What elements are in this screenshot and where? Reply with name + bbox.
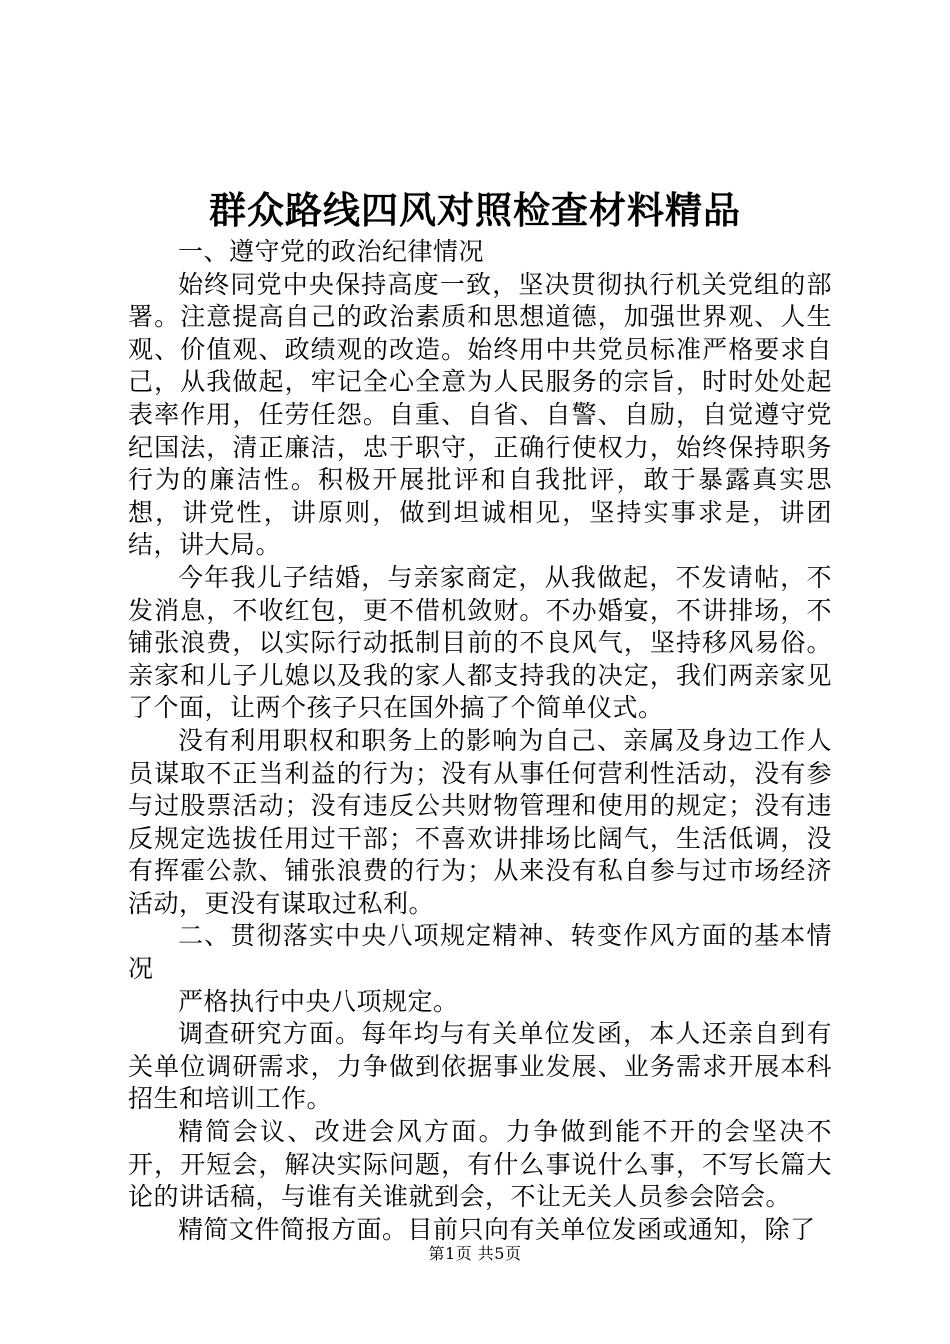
body-paragraph: 精简文件简报方面。目前只向有关单位发函或通知，除了	[178, 1214, 816, 1244]
body-paragraph: 今年我儿子结婚，与亲家商定，从我做起，不发请帖，不发消息，不收红包，更不借机敛财。不办婚宴，不讲排场，不铺张浪费，以实际行动抵制目前的不良风气，坚持移风易俗。亲家和儿子儿媳以及我的家人都支持我的决定，我们两亲家见了个面，让两个孩子只在国外搞了个简单仪式。	[128, 562, 832, 723]
document-title: 群众路线四风对照检查材料精品	[209, 188, 741, 232]
body-paragraph: 严格执行中央八项规定。	[178, 986, 459, 1016]
body-paragraph: 始终同党中央保持高度一致，坚决贯彻执行机关党组的部署。注意提高自己的政治素质和思想道德，加强世界观、人生观、价值观、政绩观的改造。始终用中共党员标准严格要求自己，从我做起，牢记全心全意为人民服务的宗旨，时时处处起表率作用，任劳任怨。自重、自省、自警、自励，自觉遵守党纪国法，清正廉洁，忠于职守，正确行使权力，始终保持职务行为的廉洁性。积极开展批评和自我批评，敢于暴露真实思想，讲党性，讲原则，做到坦诚相见，坚持实事求是，讲团结，讲大局。	[128, 269, 832, 560]
document-body	[128, 236, 832, 1246]
body-paragraph: 调查研究方面。每年均与有关单位发函，本人还亲自到有关单位调研需求，力争做到依据事业发展、业务需求开展本科招生和培训工作。	[128, 1019, 832, 1114]
body-paragraph: 精简会议、改进会风方面。力争做到能不开的会坚决不开，开短会，解决实际问题，有什么事说什么事，不写长篇大论的讲话稿，与谁有关谁就到会，不让无关人员参会陪会。	[128, 1117, 832, 1212]
page-number-footer: 第1页 共5页	[428, 1244, 522, 1263]
body-paragraph: 没有利用职权和职务上的影响为自己、亲属及身边工作人员谋取不正当利益的行为；没有从事任何营利性活动，没有参与过股票活动；没有违反公共财物管理和使用的规定；没有违反规定选拔任用过干部；不喜欢讲排场比阔气，生活低调，没有挥霍公款、铺张浪费的行为；从来没有私自参与过市场经济活动，更没有谋取过私利。	[128, 725, 832, 918]
section-heading-2: 二、贯彻落实中央八项规定精神、转变作风方面的基本情况	[128, 921, 832, 984]
section-heading-1: 一、遵守党的政治纪律情况	[178, 237, 485, 266]
